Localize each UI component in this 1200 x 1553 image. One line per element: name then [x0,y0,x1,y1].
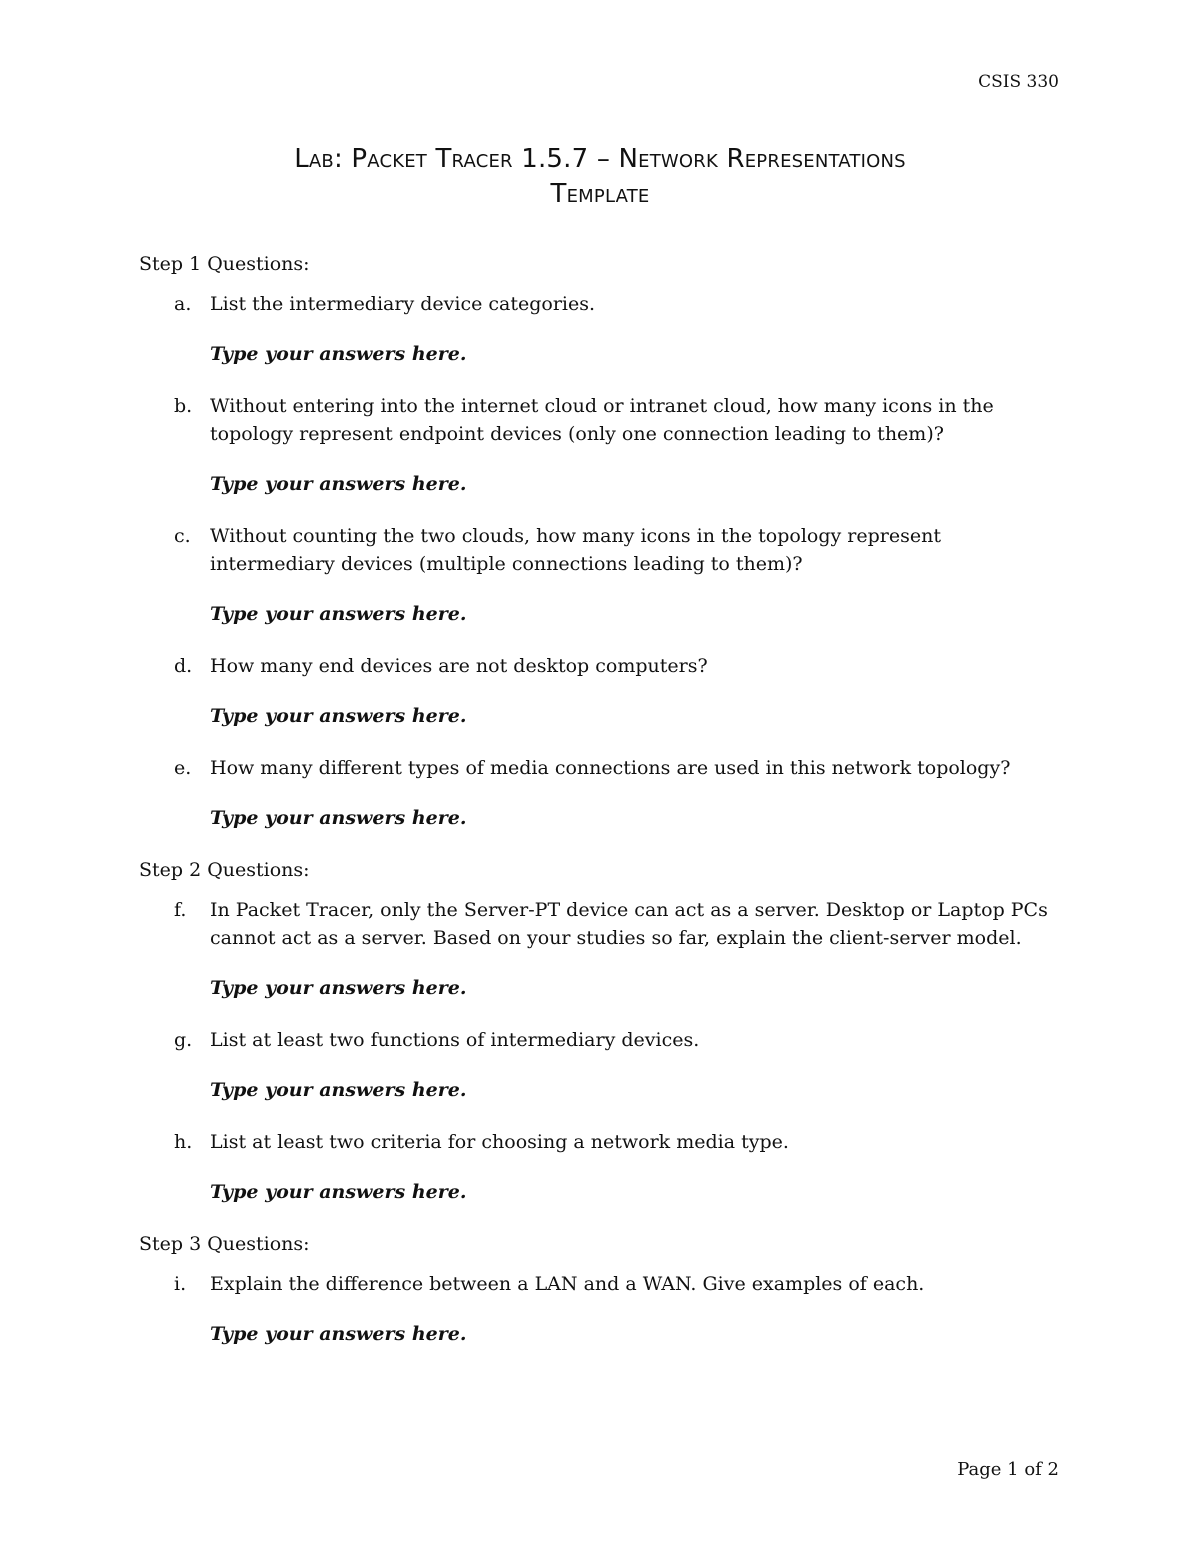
document-title-line-1: Lab: Packet Tracer 1.5.7 – Network Representations [294,144,906,174]
question-c [139,522,1064,578]
question-d [139,652,1064,680]
answer-field-d[interactable]: Type your answers here. [210,705,467,727]
question-text: List at least two functions of intermediary devices. [210,1029,700,1051]
question-text: Without counting the two clouds, how many icons in the topology represent intermediary devices (multiple connections leading to them)? [210,525,941,575]
document-title-line-2: Template [550,179,650,209]
document-body [139,250,1064,1372]
question-text: Explain the difference between a LAN and a WAN. Give examples of each. [210,1273,925,1295]
answer-field-e[interactable]: Type your answers here. [210,807,467,829]
answer-field-a[interactable]: Type your answers here. [210,343,467,365]
question-letter: f. [174,899,187,921]
document-title [0,142,1200,212]
question-text: How many different types of media connections are used in this network topology? [210,757,1011,779]
step-3-heading: Step 3 Questions: [139,1233,310,1255]
question-b [139,392,1064,448]
question-letter: g. [174,1029,193,1051]
answer-field-i[interactable]: Type your answers here. [210,1323,467,1345]
question-text: Without entering into the internet cloud or intranet cloud, how many icons in the topology represent endpoint devices (only one connection leading to them)? [210,395,994,445]
question-letter: e. [174,757,192,779]
answer-field-f[interactable]: Type your answers here. [210,977,467,999]
question-letter: b. [174,395,193,417]
question-letter: i. [174,1273,187,1295]
question-letter: h. [174,1131,193,1153]
question-a [139,290,1064,318]
step-1-section [139,250,1064,832]
answer-field-c[interactable]: Type your answers here. [210,603,467,625]
answer-field-b[interactable]: Type your answers here. [210,473,467,495]
question-text: In Packet Tracer, only the Server-PT device can act as a server. Desktop or Laptop PCs cannot act as a server. Based on your studies so far, explain the client-server model. [210,899,1048,949]
answer-field-h[interactable]: Type your answers here. [210,1181,467,1203]
step-3-section [139,1230,1064,1348]
answer-field-g[interactable]: Type your answers here. [210,1079,467,1101]
step-2-heading: Step 2 Questions: [139,859,310,881]
page-header-course: CSIS 330 [978,72,1059,92]
step-1-heading: Step 1 Questions: [139,253,310,275]
question-letter: d. [174,655,193,677]
question-h [139,1128,1064,1156]
question-i [139,1270,1064,1298]
question-text: List at least two criteria for choosing a network media type. [210,1131,789,1153]
page-number: Page 1 of 2 [957,1459,1059,1480]
question-text: How many end devices are not desktop computers? [210,655,708,677]
question-letter: c. [174,525,191,547]
question-g [139,1026,1064,1054]
question-f [139,896,1064,952]
question-e [139,754,1064,782]
step-2-section [139,856,1064,1206]
question-letter: a. [174,293,192,315]
question-text: List the intermediary device categories. [210,293,596,315]
